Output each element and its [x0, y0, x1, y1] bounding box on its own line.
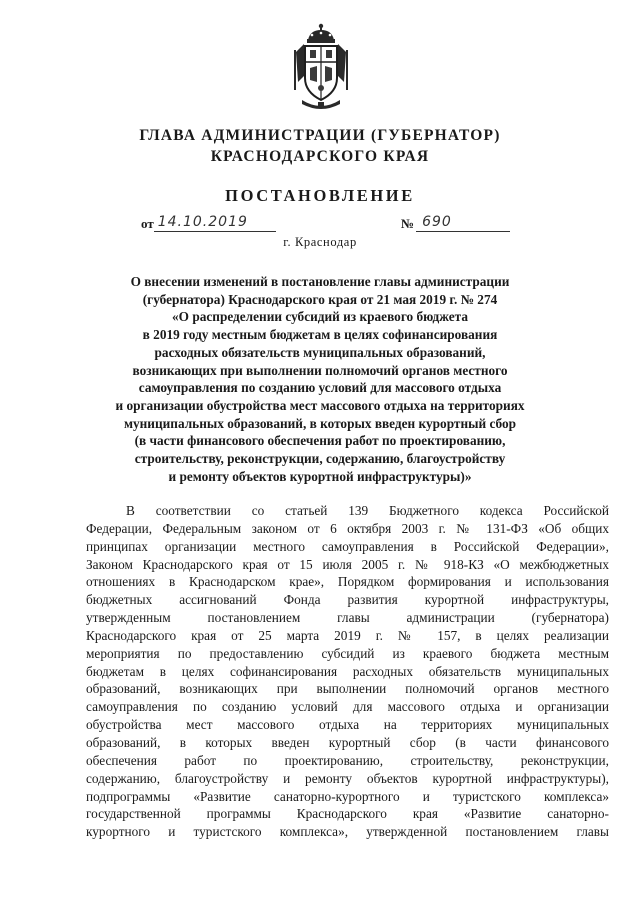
body-line: обеспечения работ по проектированию, строительству, реконструкции, — [86, 752, 609, 768]
document-date — [141, 213, 281, 235]
title-line: муниципальных образований, в которых введен курортный сбор — [123, 415, 517, 431]
authority-title-line2: КРАСНОДАРСКОГО КРАЯ — [210, 148, 430, 165]
body-line: утвержденным постановлением главы администрации (губернатора) — [86, 610, 609, 626]
body-line: мероприятия по предоставлению субсидий из краевого бюджета местным — [86, 645, 609, 661]
title-line: строительству, реконструкции, содержанию, благоустройству — [134, 451, 506, 467]
body-line: образований, возникающих при выполнении полномочий органов местного — [86, 681, 609, 697]
title-line: О внесении изменений в постановление главы администрации — [130, 274, 510, 289]
number-prefix: № — [401, 216, 415, 231]
title-line: и организации обустройства мест массового отдыха на территориях — [115, 397, 525, 413]
title-line: (в части финансового обеспечения работ по проектированию, — [134, 433, 506, 449]
number-value: 690 — [422, 214, 452, 230]
title-line: «О распределении субсидий из краевого бюджета — [172, 309, 468, 325]
date-prefix: от — [141, 216, 154, 231]
body-line: Федерации, Федеральным законом от 6 октября 2003 г. № 131-ФЗ «Об общих — [86, 520, 609, 536]
title-line: и ремонту объектов курортной инфраструктуры)» — [168, 468, 472, 484]
body-line: отношениях в Краснодарском крае», Порядком формирования и использования — [86, 574, 609, 590]
body-line: принципах организации местного самоуправления в Российской Федерации», — [86, 538, 609, 554]
body-line: обустройства мест массового отдыха на территориях муниципальных — [86, 717, 609, 733]
body-line: курортного и туристского комплекса», утвержденной постановлением главы — [86, 824, 609, 840]
document-body — [86, 502, 609, 841]
body-line: государственной программы Краснодарского края «Развитие санаторно- — [86, 806, 609, 822]
body-line: Краснодарского края от 25 марта 2019 г. № 157, в целях реализации — [86, 627, 609, 643]
title-line: расходных обязательств муниципальных образований, — [154, 344, 486, 360]
body-line: образований, в которых введен курортный сбор (в части финансового — [86, 734, 609, 750]
body-line: содержанию, благоустройству и ремонту объектов курортной инфраструктуры), — [86, 770, 609, 786]
title-line: в 2019 году местным бюджетам в целях софинансирования — [142, 327, 498, 343]
body-line: самоуправления по созданию условий для массового отдыха и организации — [86, 699, 609, 715]
title-line: самоуправления по созданию условий для массового отдыха — [138, 380, 502, 396]
body-line: подпрограммы «Развитие санаторно-курортного и туристского комплекса» — [86, 788, 609, 804]
city: г. Краснодар — [283, 235, 357, 249]
body-line: бюджетных ассигнований Фонда развития курортной инфраструктуры, — [86, 592, 609, 608]
title-line: (губернатора) Краснодарского края от 21 мая 2019 г. № 274 — [142, 291, 498, 307]
authority-title-line1: ГЛАВА АДМИНИСТРАЦИИ (ГУБЕРНАТОР) — [139, 127, 501, 144]
number-line — [416, 213, 510, 232]
document-type: ПОСТАНОВЛЕНИЕ — [225, 186, 415, 205]
date-line — [154, 213, 276, 232]
document-title — [60, 273, 580, 485]
body-line: бюджетам в целях софинансирования расходных обязательств муниципальных — [86, 663, 609, 679]
document-number — [401, 213, 531, 235]
body-line: В соответствии со статьей 139 Бюджетного кодекса Российской — [126, 503, 609, 518]
coat-of-arms-icon — [288, 22, 354, 110]
title-line: возникающих при выполнении полномочий органов местного — [132, 362, 508, 378]
body-line: Законом Краснодарского края от 15 июля 2005 г. № 918-КЗ «О межбюджетных — [86, 556, 609, 572]
date-value: 14.10.2019 — [157, 214, 248, 230]
